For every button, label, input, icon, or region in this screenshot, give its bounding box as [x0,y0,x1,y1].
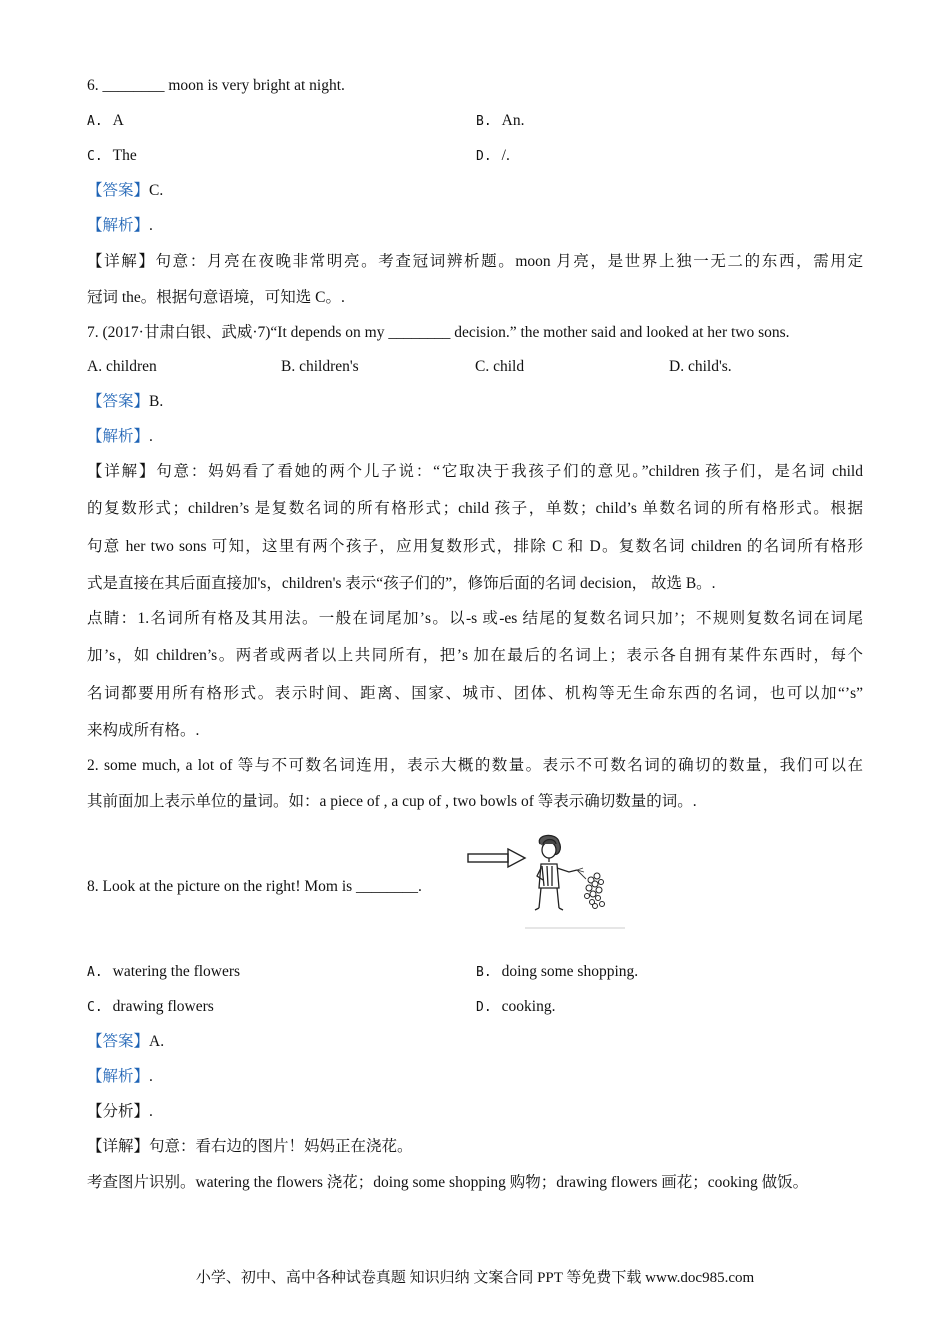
q7-detail-line-2: 的复数形式；children’s 是复数名词的所有格形式；child 孩子，单数；child’s 单数名词的所有格形式。根据 [87,500,863,517]
analysis-tag: 【解析】 [87,217,150,234]
option-text: The [112,147,137,164]
answer-tag: 【答案】 [87,182,150,199]
option-letter: A. [87,358,103,375]
option-text: watering the flowers [112,963,241,980]
option-letter: C. [475,358,490,375]
option-letter: D. [669,358,685,375]
flower-bush [585,873,605,909]
option-letter: D. [476,149,492,164]
q6-stem: 6. ________ moon is very bright at night. [87,77,345,94]
answer-value: B. [149,393,164,410]
option-text: child [493,358,525,375]
fenxi-tag: 【分析】 [87,1103,150,1120]
q7-stem: 7. (2017·甘肃白银、武威·7)“It depends on my ________ decision.” the mother said and looked at her two sons. [87,324,790,341]
q8-option-c [87,997,214,1018]
analysis-tag: 【解析】 [87,1068,150,1085]
answer-tag: 【答案】 [87,1033,150,1050]
detail-tag: 【详解】 [87,253,156,270]
detail-tag: 【详解】 [87,463,157,480]
q7-option-d [669,357,732,377]
q7-option-b [281,357,359,377]
q8-option-d [476,997,555,1018]
page-footer: 小学、初中、高中各种试卷真题 知识归纳 文案合同 PPT 等免费下载 www.doc985.com [195,1270,755,1286]
q7-note-line-3: 名词都要用所有格形式。表示时间、距离、国家、城市、团体、机构等无生命东西的名词，也可以加“’s” [87,685,863,702]
q6-option-a [87,111,124,132]
q7-analysis [87,427,153,447]
q8-detail-line-2: 考查图片识别。watering the flowers 浇花；doing some shopping 购物；drawing flowers 画花；cooking 做饭。 [87,1174,809,1191]
q7-note-line-1: 点睛：1.名词所有格及其用法。一般在词尾加’s。以-s 或-es 结尾的复数名词只加’；不规则复数名词在词尾 [87,610,863,627]
option-letter: B. [281,358,296,375]
q6-option-c [87,146,137,167]
fenxi-value: . [149,1103,153,1120]
q8-analysis [87,1067,153,1087]
option-text: /. [501,147,510,164]
q6-detail-line-2: 冠词 the。根据句意语境，可知选 C。. [87,289,345,306]
q7-answer [87,392,163,412]
water-spray [577,868,586,879]
answer-tag: 【答案】 [87,393,150,410]
option-text: children's [299,358,359,375]
option-letter: C. [87,149,103,164]
option-letter: C. [87,1000,103,1015]
option-text: child's. [687,358,732,375]
analysis-value: . [149,217,153,234]
detail-tag: 【详解】 [87,1138,150,1155]
q7-option-a [87,357,157,377]
q8-answer [87,1032,164,1052]
option-letter: B. [476,965,492,980]
q8-fenxi [87,1102,153,1122]
q7-option-c [475,357,524,377]
answer-value: A. [149,1033,165,1050]
option-letter: B. [476,114,492,129]
q7-detail-line-3: 句意 her two sons 可知，这里有两个孩子，应用复数形式，排除 C 和 D。复数名词 children 的名词所有格形 [87,538,863,555]
option-letter: A. [87,114,103,129]
detail-text: 句意：妈妈看了看她的两个儿子说：“它取决于我孩子们的意见。”children 孩子们，是名词 child [156,463,863,480]
q7-detail-line-4: 式是直接在其后面直接加's，children's 表示“孩子们的”，修饰后面的名词 decision， 故选 B。. [87,575,716,592]
option-text: doing some shopping. [501,963,639,980]
q8-option-b [476,962,638,983]
q7-detail-line-1 [87,462,863,482]
option-text: drawing flowers [112,998,214,1015]
q6-analysis [87,216,153,236]
q6-option-b [476,111,524,132]
option-letter: A. [87,965,103,980]
option-letter: D. [476,1000,492,1015]
detail-text: 句意：月亮在夜晚非常明亮。考查冠词辨析题。moon 月亮，是世界上独一无二的东西，需用定 [155,253,863,270]
analysis-tag: 【解析】 [87,428,150,445]
arrow-right-icon [468,849,525,867]
q8-option-a [87,962,240,983]
analysis-value: . [149,1068,153,1085]
mom-watering-flowers-picture [465,832,635,932]
q7-note-line-2: 加’s，如 children’s。两者或两者以上共同所有，把’s 加在最后的名词上；表示各自拥有某件东西时，每个 [87,647,863,664]
answer-value: C. [149,182,164,199]
q8-detail-line-1 [87,1137,413,1157]
detail-text: 句意：看右边的图片！妈妈正在浇花。 [149,1138,413,1155]
option-text: cooking. [501,998,556,1015]
option-text: children [105,358,157,375]
q6-option-d [476,146,510,167]
option-text: A [112,112,124,129]
q6-detail-line-1 [87,252,863,272]
woman-figure [535,835,577,910]
q7-note-line-4: 来构成所有格。. [87,722,200,739]
analysis-value: . [149,428,153,445]
q7-note-line-5: 2. some much, a lot of 等与不可数名词连用，表示大概的数量。表示不可数名词的确切的数量，我们可以在 [87,757,863,774]
option-text: An. [501,112,525,129]
q6-answer [87,181,163,201]
q7-note-line-6: 其前面加上表示单位的量词。如：a piece of , a cup of , two bowls of 等表示确切数量的词。. [87,793,697,810]
q8-stem: 8. Look at the picture on the right! Mom is ________. [87,878,422,895]
